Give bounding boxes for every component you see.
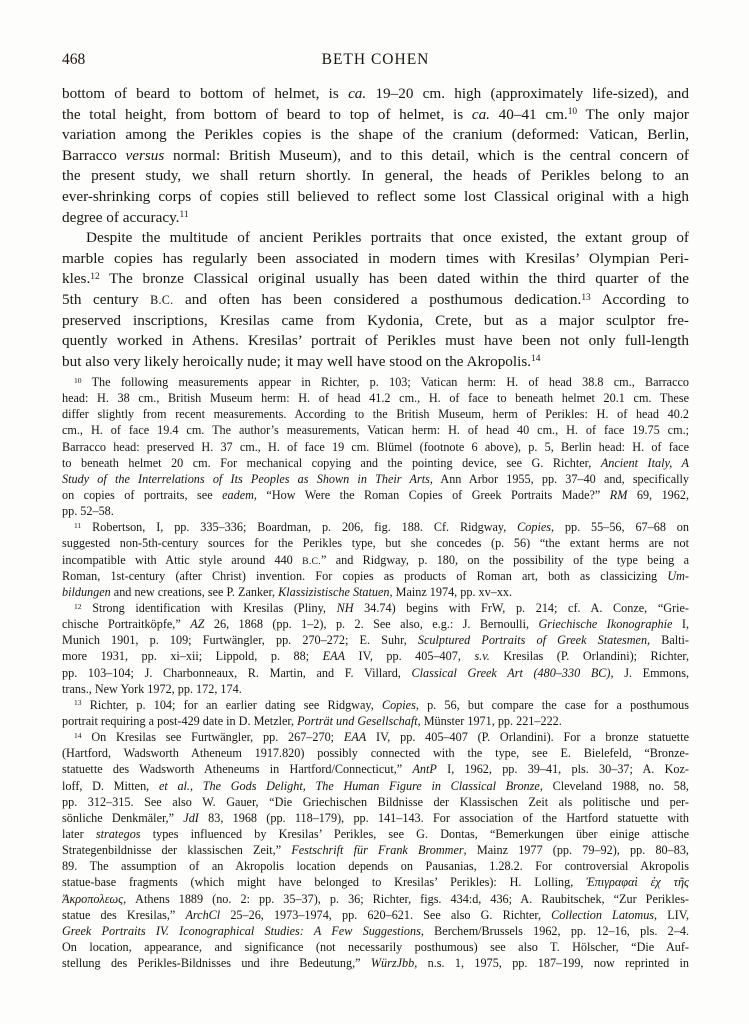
text-run: head: H. 38 cm., British Museum herm: H. of head 41.2 cm., H. of face to beneath helmet 20.1 cm. These xyxy=(62,391,689,406)
text-line xyxy=(62,228,689,249)
page-header xyxy=(62,50,689,70)
text-run: ever-shrinking corps of copies still believed to reflect some lost Classical original with a high xyxy=(62,187,689,205)
footnote-reference: 13 xyxy=(581,292,591,303)
text-run: , LIV, xyxy=(654,907,689,922)
text-line xyxy=(62,745,689,761)
text-run: , Balti- xyxy=(647,633,689,648)
text-run: types influenced by Kresilas’ Perikles, see G. Dontas, “Bemerkungen über einige attische xyxy=(140,826,689,841)
italic-text: AZ xyxy=(190,617,205,632)
text-run: preserved inscriptions, Kresilas came from Kydonia, Crete, but as a major sculptor fre- xyxy=(62,311,689,329)
text-run: stellung des Perikles-Bildnisses und ihre Bedeutung,” xyxy=(62,956,371,971)
small-caps-text: B.C. xyxy=(302,555,321,567)
running-title: BETH COHEN xyxy=(321,51,430,68)
text-line xyxy=(62,290,689,311)
text-run: statuette des Wadsworth Atheneums in Hartford/Connecticut,” xyxy=(62,762,413,777)
text-line xyxy=(62,729,689,745)
italic-text: Um- xyxy=(667,568,689,583)
text-run: degree of accuracy. xyxy=(62,208,180,226)
text-run: On Kresilas see Furtwängler, pp. 267–270; xyxy=(81,730,344,745)
text-run: 40–41 cm. xyxy=(489,105,568,123)
text-line xyxy=(62,632,689,648)
italic-text: bildungen xyxy=(62,584,111,599)
text-run: , n.s. 1, 1975, pp. 187–199, now reprinted in xyxy=(414,956,689,971)
text-run: 89. The assumption of an Akropolis location depends on Pausanias, 1.28.2. For controversial Akropolis xyxy=(62,859,689,874)
footnote-reference: 12 xyxy=(74,601,82,611)
text-run: Roman, 1st-century (after Christ) invention. For copies as products of Roman art, both as classicizing xyxy=(62,568,668,583)
text-run: Richter, p. 104; for an earlier dating see Ridgway, xyxy=(81,697,382,712)
italic-text: Griechische Ikonographie xyxy=(538,617,673,632)
footnote-reference: 13 xyxy=(74,698,82,708)
text-run: on copies of portraits, see xyxy=(62,487,223,502)
text-line xyxy=(62,665,689,681)
text-line xyxy=(62,713,689,729)
text-run: , “How Were the Roman Copies of Greek Portraits Made?” xyxy=(253,487,610,502)
text-line xyxy=(62,697,689,713)
text-line xyxy=(62,84,689,105)
text-line xyxy=(62,249,689,270)
italic-text: Copies xyxy=(517,520,551,535)
text-run: Kresilas (P. Orlandini); Richter, xyxy=(489,649,689,664)
text-line xyxy=(62,311,689,332)
small-caps-text: B.C. xyxy=(150,292,174,307)
text-line xyxy=(62,455,689,471)
italic-text: Greek Portraits IV. Iconographical Studies: A Few Suggestions xyxy=(62,923,421,938)
italic-text: ArchCl xyxy=(185,907,221,922)
italic-text: Classical Greek Art (480–330 BC) xyxy=(411,665,611,680)
text-run: According to xyxy=(590,290,689,308)
text-line xyxy=(62,681,689,697)
text-run: Strategenbildnisse der klassischen Zeit,” xyxy=(62,843,292,858)
text-run: I, 1962, pp. 39–41, pls. 30–37; A. Koz- xyxy=(436,762,689,777)
italic-text: Porträt und Gesellschaft xyxy=(297,713,418,728)
text-run: to beneath helmet 20 cm. For mechanical copying and the pointing device, see G. Richter, xyxy=(62,455,601,470)
page-number: 468 xyxy=(62,51,86,68)
text-run: , xyxy=(189,778,203,793)
text-run: 26, 1868 (pp. 1–2), p. 2. See also, e.g.: J. Bernoulli, xyxy=(204,617,539,632)
text-run: pp. 103–104; J. Charbonneaux, R. Martin, and F. Villard, xyxy=(62,665,412,680)
text-line xyxy=(62,352,689,373)
text-run: The only major xyxy=(577,105,689,123)
text-run: I, xyxy=(672,617,689,632)
italic-text: EAA xyxy=(322,649,345,664)
text-run: (Hartford, Wadsworth Atheneum 1917.820) possibly connected with the type, see E. Bielefeld, “Bronze- xyxy=(62,746,689,761)
text-run: variation among the Perikles copies is the shape of the cranium (deformed: Vatican, Berlin, xyxy=(62,126,689,144)
text-line xyxy=(62,125,689,146)
italic-text: Ἀκροπολεως xyxy=(62,891,124,906)
italic-text: EAA xyxy=(343,730,367,745)
text-line xyxy=(62,600,689,616)
italic-text: eadem xyxy=(222,487,254,502)
italic-text: RM xyxy=(609,487,628,502)
text-line xyxy=(62,778,689,794)
text-run: , Cleveland 1988, no. 58, xyxy=(539,778,689,793)
italic-text: The Gods Delight, The Human Figure in Classical Bronze xyxy=(202,778,540,793)
text-line xyxy=(62,874,689,890)
text-line xyxy=(62,406,689,422)
italic-text: versus xyxy=(125,146,165,164)
text-run: trans., New York 1972, pp. 172, 174. xyxy=(62,681,242,696)
italic-text: Collection Latomus xyxy=(551,907,655,922)
text-line xyxy=(62,794,689,810)
text-line xyxy=(62,616,689,632)
text-line xyxy=(62,331,689,352)
text-run: , pp. 55–56, 67–68 on xyxy=(551,520,689,535)
italic-text: et al. xyxy=(158,778,190,793)
text-line xyxy=(62,146,689,167)
text-run: but also very likely heroically nude; it may well have stood on the Akropolis. xyxy=(62,352,532,370)
text-run: quently worked in Athens. Kresilas’ portrait of Perikles must have been not only full-length xyxy=(62,332,689,350)
italic-text: ca. xyxy=(348,85,367,102)
footnote-reference: 10 xyxy=(567,107,578,118)
text-run: sönliche Denkmäler,” xyxy=(62,810,184,825)
text-run: 83, 1968 (pp. 118–179), pp. 141–143. For association of the Hartford statuette with xyxy=(198,810,689,825)
italic-text: ca. xyxy=(471,105,490,123)
text-run: cm., H. of face 19.4 cm. The author’s measurements, Vatican herm: H. of head 40 cm., H. of face 19.75 cm.; xyxy=(62,423,689,438)
text-line xyxy=(62,858,689,874)
text-run: , Berchem/Brussels 1962, pp. 12–16, pls. 2–4. xyxy=(420,923,689,938)
text-run: 34.74) begins with FrW, p. 214; cf. A. Conze, “Grie- xyxy=(353,600,689,615)
text-line xyxy=(62,471,689,487)
text-line xyxy=(62,826,689,842)
footnote-reference: 10 xyxy=(74,375,82,385)
text-run: kles. xyxy=(62,270,91,288)
footnote-reference: 14 xyxy=(531,354,541,365)
text-run: incompatible with Attic style around 440 xyxy=(62,552,303,567)
text-line xyxy=(62,568,689,584)
text-run: statue des Kresilas,” xyxy=(62,907,186,922)
text-run: more 1931, pp. xi–xii; Lippold, p. 88; xyxy=(62,649,323,664)
text-run: 69, 1962, xyxy=(627,487,689,502)
text-line xyxy=(62,761,689,777)
italic-text: s.v. xyxy=(474,649,490,664)
italic-text: Klassizistische Statuen xyxy=(278,584,390,599)
text-run: 19–20 cm. high (approximately life-sized), and xyxy=(366,85,689,102)
text-run: pp. 312–315. See also W. Gauer, “Die Griechischen Bildnisse der Klassischen Zeit als politische und per- xyxy=(62,794,689,809)
text-line xyxy=(62,842,689,858)
text-run: Strong identification with Kresilas (Pliny, xyxy=(81,600,337,615)
text-line xyxy=(62,907,689,923)
text-run: Robertson, I, pp. 335–336; Boardman, p. 206, fig. 188. Cf. Ridgway, xyxy=(81,520,518,535)
text-run: and often has been considered a posthumous dedication. xyxy=(173,290,582,308)
text-run: chische Portraitköpfe,” xyxy=(62,617,191,632)
footnote-reference: 11 xyxy=(179,210,189,221)
footnote-reference: 14 xyxy=(74,730,82,740)
text-run: 5th century xyxy=(62,290,151,308)
italic-text: Ἐπιγραφαὶ ἐχ τῆς xyxy=(586,875,689,890)
footnote-reference: 12 xyxy=(90,272,100,283)
italic-text: WürzJbb xyxy=(370,956,415,971)
italic-text: NH xyxy=(336,600,354,615)
text-line xyxy=(62,166,689,187)
text-line xyxy=(62,105,689,126)
text-run: , Mainz 1977 (pp. 79–92), pp. 80–83, xyxy=(463,843,689,858)
text-run: marble copies has regularly been associated in modern times with Kresilas’ Olympian Peri- xyxy=(62,249,689,267)
text-run: Barracco xyxy=(62,146,126,164)
text-line xyxy=(62,390,689,406)
text-line xyxy=(62,519,689,535)
italic-text: Copies xyxy=(381,697,416,712)
italic-text: Sculptured Portraits of Greek Statesmen xyxy=(417,633,648,648)
text-run: differ slightly from recent measurements. According to the British Museum, herm of Perikles: H. of head 40.2 xyxy=(62,407,689,422)
text-line xyxy=(62,535,689,551)
text-run: pp. 52–58. xyxy=(62,504,114,519)
italic-text: AntP xyxy=(412,762,437,777)
text-line xyxy=(62,487,689,503)
text-run: Barracco head: preserved H. 37 cm., H. of face 19 cm. Blümel (footnote 6 above), p. 5, Berlin head: H. of face xyxy=(62,439,689,454)
text-line xyxy=(62,208,689,229)
text-run: Despite the multitude of ancient Perikles portraits that once existed, the extant group of xyxy=(86,229,689,247)
italic-text: Study of the Interrelations of Its Peoples as Shown in Their Arts xyxy=(62,471,430,486)
text-run: loff, D. Mitten, xyxy=(62,778,159,793)
text-line xyxy=(62,552,689,568)
text-run: the total height, from bottom of beard to top of helmet, is xyxy=(62,105,472,123)
text-run: IV, pp. 405–407, xyxy=(345,649,475,664)
text-line xyxy=(62,187,689,208)
text-line xyxy=(62,955,689,971)
italic-text: Ancient Italy, A xyxy=(600,455,689,470)
footnotes-block xyxy=(62,374,689,971)
text-run: 25–26, 1973–1974, pp. 620–621. See also G. Richter, xyxy=(220,907,552,922)
text-run: the present study, we shall return shortly. In general, the heads of Perikles belong to an xyxy=(62,167,689,185)
text-run: , Athens 1889 (no. 2: pp. 35–37), p. 36; Richter, figs. 434:d, 436; A. Raubitschek, “Zur Perikles- xyxy=(123,891,689,906)
text-run: bottom of beard to bottom of helmet, is xyxy=(62,85,349,102)
text-run: IV, pp. 405–407 (P. Orlandini). For a bronze statuette xyxy=(366,730,689,745)
text-line xyxy=(62,269,689,290)
text-run: , Mainz 1974, pp. xv–xx. xyxy=(389,584,513,599)
text-run: statue-base fragments (which might have belonged to Kresilas’ Perikles): H. Lolling, xyxy=(62,875,587,890)
italic-text: strategos xyxy=(95,826,141,841)
text-run: The bronze Classical original usually has been dated within the third quarter of the xyxy=(99,270,689,288)
text-run: portrait requiring a post-429 date in D. Metzler, xyxy=(62,713,298,728)
text-line xyxy=(62,939,689,955)
text-line xyxy=(62,374,689,390)
text-line xyxy=(62,648,689,664)
text-run: ” and Ridgway, p. 180, on the possibility of the type being a xyxy=(320,552,689,567)
text-line xyxy=(62,503,689,519)
italic-text: Festschrift für Frank Brommer xyxy=(291,843,464,858)
text-line xyxy=(62,810,689,826)
text-line xyxy=(62,891,689,907)
footnote-reference: 11 xyxy=(74,520,82,530)
text-run: Munich 1901, p. 109; Furtwängler, pp. 270–272; E. Suhr, xyxy=(62,633,418,648)
text-run: , Ann Arbor 1955, pp. 37–40 and, specifically xyxy=(429,471,689,486)
italic-text: JdI xyxy=(183,810,199,825)
text-line xyxy=(62,422,689,438)
text-run: The following measurements appear in Richter, p. 103; Vatican herm: H. of head 38.8 cm., Barracco xyxy=(81,375,689,389)
text-run: normal: British Museum), and to this detail, which is the central concern of xyxy=(164,146,689,164)
text-run: later xyxy=(62,826,96,841)
text-run: On location, appearance, and significance (not necessarily posthumous) see also T. Hölscher, “Die Auf- xyxy=(62,939,689,954)
text-line xyxy=(62,439,689,455)
text-run: , J. Emmons, xyxy=(610,665,689,680)
body-text xyxy=(62,84,689,372)
text-run: and new creations, see P. Zanker, xyxy=(110,584,279,599)
text-line xyxy=(62,584,689,600)
text-run: , p. 56, but compare the case for a posthumous xyxy=(415,697,689,712)
text-run: suggested non-5th-century sources for the Perikles type, but she concedes (p. 56) “the extant herms are not xyxy=(62,536,689,551)
text-run: , Münster 1971, pp. 221–222. xyxy=(417,713,562,728)
text-line xyxy=(62,923,689,939)
